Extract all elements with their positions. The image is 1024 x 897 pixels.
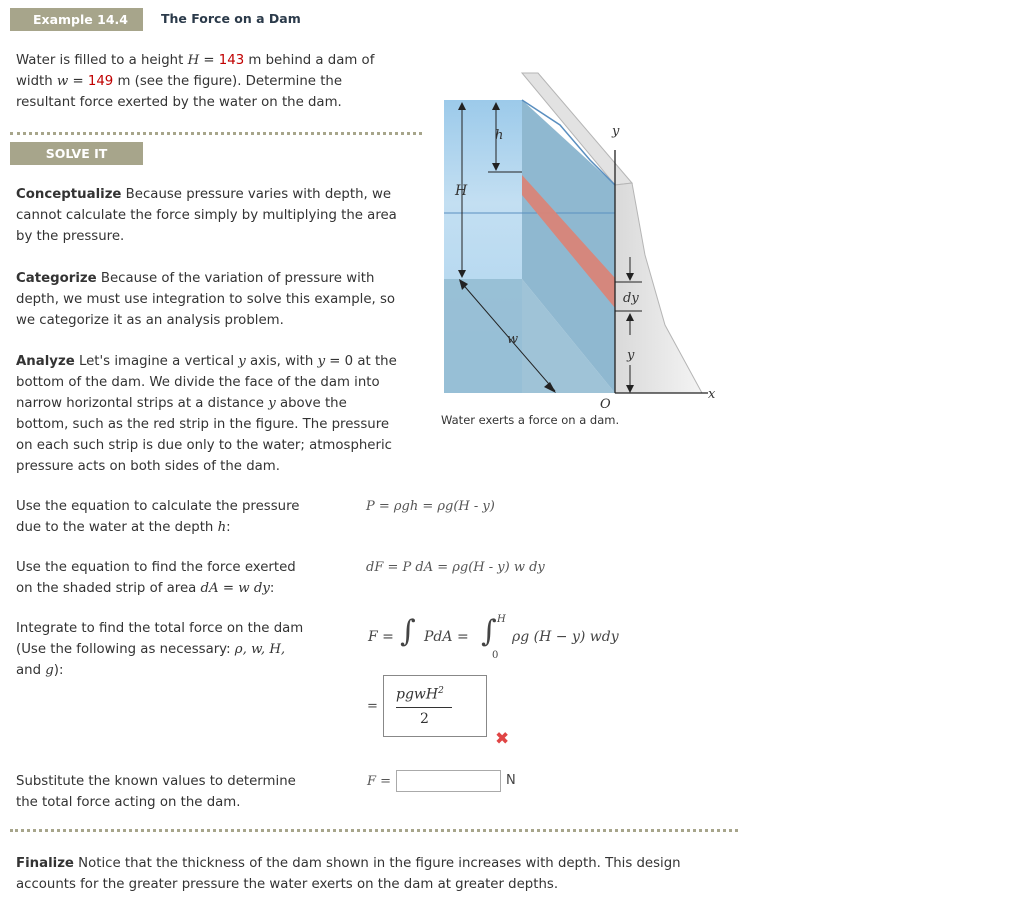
symbolic-answer-box[interactable] [383,675,487,737]
divider-top [10,132,422,135]
label-y-axis: y [612,124,620,139]
figure-caption: Water exerts a force on a dam. [441,413,620,427]
label-y: y [627,348,635,363]
label-x: x [708,387,716,402]
categorize-section: Categorize Because of the variation of pressure with depth, we must use integration to solve this example, so we categorize it as an analysis problem. [16,271,396,328]
label-dy: dy [623,291,639,306]
label-h: h [495,128,504,143]
pressure-equation: P = ρgh = ρg(H - y) [366,499,495,514]
step3-text: Integrate to find the total force on the dam (Use the following as necessary: ρ, w, H, and g): [16,621,304,678]
divider-bottom [10,829,738,832]
step1-text: Use the equation to calculate the pressure due to the water at the depth h: [16,499,300,535]
force-strip-equation: dF = P dA = ρg(H - y) w dy [366,560,545,575]
incorrect-icon: ✖ [495,729,510,749]
solve-it-tag: SOLVE IT [10,142,143,165]
label-w: w [507,332,519,347]
answer-numerator: pgwH$^2$ [396,686,444,703]
answer-equals: = [367,699,378,714]
width-value: 149 [87,74,114,89]
analyze-section: Analyze Let's imagine a vertical y axis, with y = 0 at the bottom of the dam. We divide the face of the dam into narrow horizontal strips at a distance y above the bottom, such as the red strip in the figure. The pressure on each such strip is due only to the water; atmospheric pressure acts on both sides of the dam. [16,354,397,474]
step4-text: Substitute the known values to determine the total force acting on the dam. [16,774,296,810]
integral-lower-limit: 0 [492,650,499,661]
integral-sign-1: ∫ [400,614,416,649]
unit-label: N [506,773,516,788]
label-H: H [455,183,468,199]
force-label: F = [367,774,392,789]
fraction-bar [396,707,452,708]
answer-denominator: 2 [420,711,429,727]
label-origin: O [600,397,611,410]
problem-statement: Water is filled to a height H = 143 m behind a dam of width w = 149 m (see the figure). Determine the resultant force exerted by the water on the dam. [16,53,375,110]
step2-text: Use the equation to find the force exerted on the shaded strip of area dA = w dy: [16,560,296,596]
force-answer-input[interactable] [396,770,501,792]
integral-sign-2: ∫ [481,614,497,649]
finalize-section: Finalize Notice that the thickness of the dam shown in the figure increases with depth. This design accounts for the greater pressure the water exerts on the dam at greater depths. [16,856,681,892]
dam-figure [440,65,730,410]
integral-equation: F = ∫ PdA = ∫ H 0 ρg (H − y) wdy [368,614,619,661]
conceptualize-section: Conceptualize Because pressure varies with depth, we cannot calculate the force simply by multiplying the area by the pressure. [16,187,397,244]
height-value: 143 [218,53,245,68]
example-tag [10,8,143,31]
page-title: The Force on a Dam [161,11,301,26]
example-label: Example 14.4 [33,12,128,27]
integral-upper-limit: H [497,614,506,625]
